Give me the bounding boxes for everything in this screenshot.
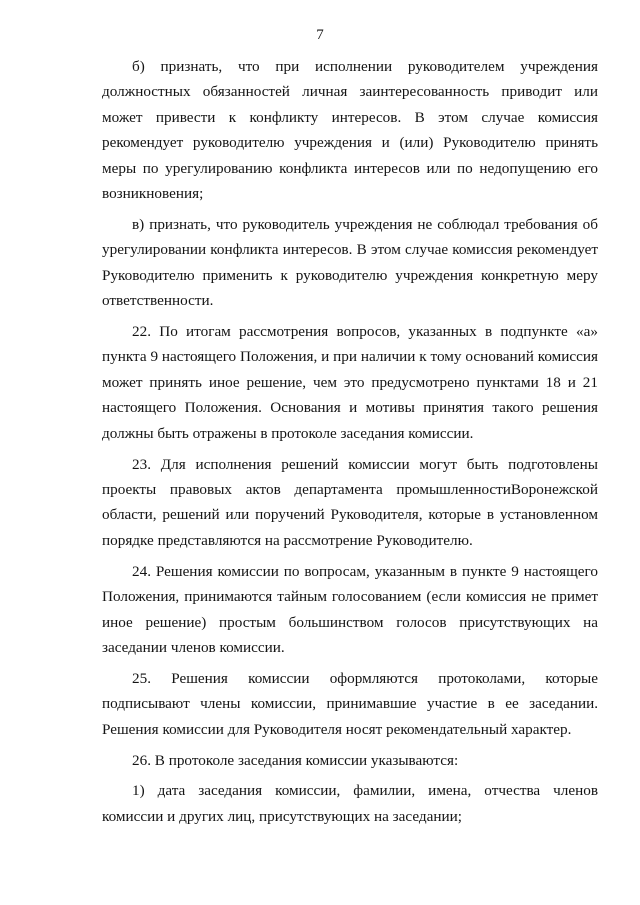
paragraph-25: 25. Решения комиссии оформляются протоколами, которые подписывают члены комиссии, принимавшие участие в ее заседании. Решения комиссии для Руководителя носят рекомендательный характер. bbox=[102, 669, 598, 738]
paragraph-b: б) признать, что при исполнении руководителем учреждения должностных обязанностей личная заинтересованность приводит или может привести к конфликту интересов. В этом случае комиссия рекомендует руководителю учреждения и (или) Руководителю принять меры по урегулированию конфликта интересов или по недопущению его возникновения; bbox=[102, 58, 598, 203]
paragraph-23: 23. Для исполнения решений комиссии могут быть подготовлены проекты правовых актов департамента промышленностиВоронежской области, решений или поручений Руководителя, которые в установленном порядке представляются на рассмотрение Руководителю. bbox=[102, 455, 598, 549]
paragraph-24: 24. Решения комиссии по вопросам, указанным в пункте 9 настоящего Положения, принимаются тайным голосованием (если комиссия не примет иное решение) простым большинством голосов присутствующих на заседании членов комиссии. bbox=[102, 562, 598, 656]
document-body bbox=[102, 54, 598, 829]
paragraph-26-item-1: 1) дата заседания комиссии, фамилии, имена, отчества членов комиссии и других лиц, присутствующих на заседании; bbox=[102, 782, 598, 825]
paragraph-v: в) признать, что руководитель учреждения не соблюдал требования об урегулировании конфликта интересов. В этом случае комиссия рекомендует Руководителю применить к руководителю учреждения конкретную меру ответственности. bbox=[102, 215, 598, 310]
paragraph-22: 22. По итогам рассмотрения вопросов, указанных в подпункте «а» пункта 9 настоящего Положения, и при наличии к тому оснований комиссия может принять иное решение, чем это предусмотрено пунктами 18 и 21 настоящего Положения. Основания и мотивы принятия такого решения должны быть отражены в протоколе заседания комиссии. bbox=[102, 323, 598, 442]
paragraph-26: 26. В протоколе заседания комиссии указываются: bbox=[132, 751, 459, 769]
page-number: 7 bbox=[316, 27, 324, 43]
